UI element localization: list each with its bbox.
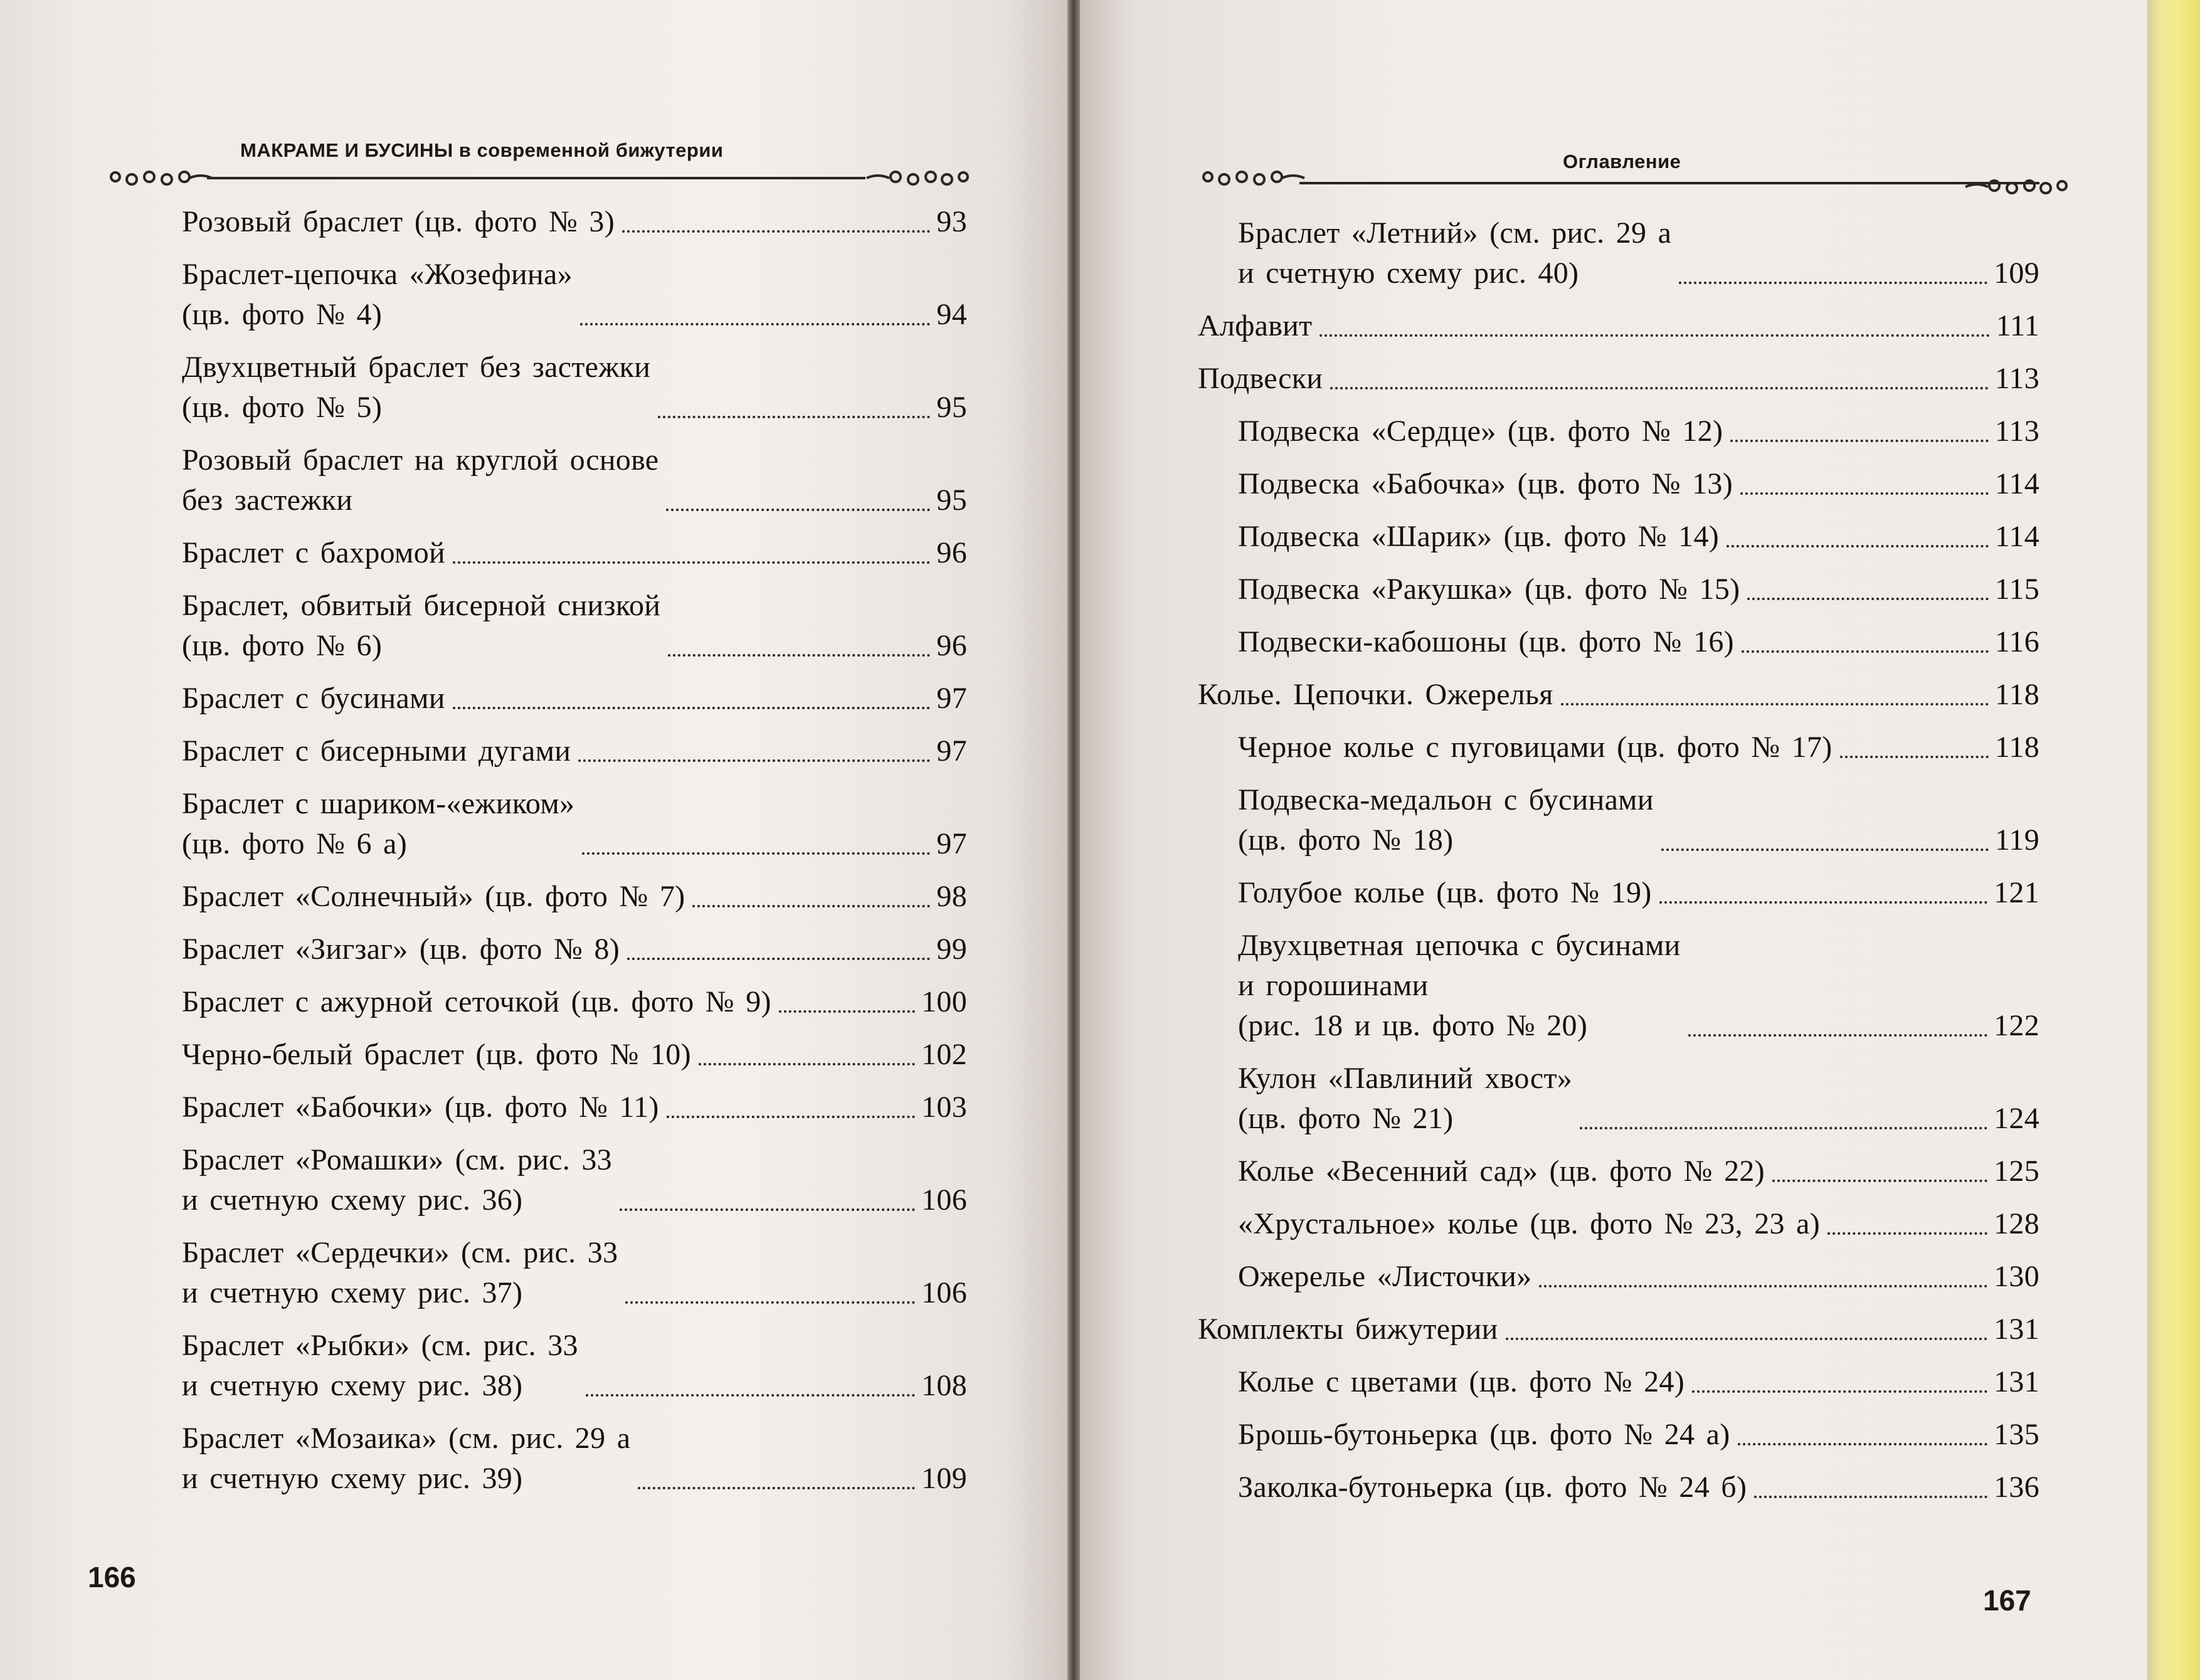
toc-entry — [182, 1418, 967, 1499]
toc-entry — [1198, 1309, 2039, 1350]
toc-entry-page: 97 — [936, 734, 967, 768]
dot-leader — [582, 852, 930, 855]
toc-entry-page: 114 — [1994, 467, 2039, 500]
toc-entry-page: 93 — [936, 205, 967, 238]
toc-entry-title: Комплекты бижутерии — [1198, 1313, 1498, 1346]
toc-entry-title: Браслет «Зигзаг» (цв. фото № 8) — [182, 932, 620, 966]
toc-entry-title: Подвеска «Сердце» (цв. фото № 12) — [1238, 415, 1723, 448]
scroll-ornament-icon — [1964, 173, 2071, 198]
dot-leader — [1738, 1443, 1988, 1445]
dot-leader — [1772, 1180, 1987, 1182]
header-rule — [1299, 182, 2039, 184]
dot-leader — [1730, 440, 1989, 442]
dot-leader — [1661, 848, 1989, 851]
running-head: Оглавление — [1563, 151, 1681, 172]
toc-entry-page: 96 — [936, 629, 967, 662]
toc-entry-page: 114 — [1994, 520, 2039, 553]
dot-leader — [1330, 387, 1989, 389]
dot-leader — [1747, 598, 1988, 600]
toc-entry-page: 100 — [921, 985, 967, 1018]
toc-entry — [182, 1035, 967, 1075]
toc-entry — [182, 877, 967, 917]
dot-leader — [779, 1010, 915, 1013]
dot-leader — [625, 1301, 915, 1304]
toc-entry — [182, 731, 967, 771]
dot-leader — [1580, 1127, 1987, 1129]
toc-entry-page: 96 — [936, 536, 967, 569]
toc-entry-title: Подвеска «Шарик» (цв. фото № 14) — [1238, 520, 1720, 553]
toc-entry-title: Браслет «Сердечки» (см. рис. 33 и счетную схему рис. 37) — [182, 1236, 618, 1309]
toc-entry-title: Браслет «Мозаика» (см. рис. 29 а и счетную схему рис. 39) — [182, 1422, 631, 1495]
toc-entry-page: 118 — [1994, 731, 2039, 764]
toc-entry-title: Двухцветная цепочка с бусинами и горошинами (рис. 18 и цв. фото № 20) — [1238, 929, 1681, 1042]
toc-entry-title: Браслет с ажурной сеточкой (цв. фото № 9) — [182, 985, 771, 1018]
toc-entry-title: Браслет «Ромашки» (см. рис. 33 и счетную схему рис. 36) — [182, 1143, 612, 1217]
dot-leader — [699, 1063, 915, 1065]
toc-entry — [1238, 1059, 2039, 1139]
page-block-edge — [2147, 0, 2200, 1680]
dot-leader — [1539, 1285, 1987, 1287]
toc-entry-page: 125 — [1994, 1154, 2039, 1188]
toc-entry — [1198, 306, 2039, 346]
toc-entry-page: 98 — [936, 880, 967, 913]
toc-entry-page: 94 — [936, 298, 967, 331]
dot-leader — [1659, 901, 1988, 904]
toc-entry — [182, 982, 967, 1022]
toc-entry — [182, 347, 967, 428]
book-gutter — [1067, 0, 1080, 1680]
toc-entry-page: 95 — [936, 391, 967, 424]
toc-entry-page: 122 — [1994, 1009, 2039, 1042]
toc-entry-page: 106 — [921, 1183, 967, 1217]
dot-leader — [1692, 1390, 1987, 1393]
toc-entry-title: Ожерелье «Листочки» — [1238, 1260, 1532, 1293]
toc-entry-title: Заколка-бутоньерка (цв. фото № 24 б) — [1238, 1471, 1747, 1504]
toc-entry-title: Голубое колье (цв. фото № 19) — [1238, 876, 1652, 909]
toc-entry — [1198, 675, 2039, 715]
dot-leader — [1840, 756, 1989, 758]
dot-leader — [1561, 703, 1989, 705]
toc-entry-page: 113 — [1994, 415, 2039, 448]
toc-entry — [1238, 727, 2039, 768]
toc-entry-title: Подвески — [1198, 362, 1323, 395]
dot-leader — [1727, 545, 1989, 547]
toc-entry — [1238, 464, 2039, 504]
toc-entry-page: 95 — [936, 483, 967, 517]
scroll-ornament-icon — [107, 164, 213, 189]
toc-entry-page: 106 — [921, 1276, 967, 1309]
toc-entry — [182, 533, 967, 573]
dot-leader — [1506, 1338, 1988, 1340]
toc-entry-page: 118 — [1994, 678, 2039, 711]
toc-entry — [182, 1140, 967, 1220]
dot-leader — [667, 1116, 915, 1118]
toc-entry — [1238, 411, 2039, 452]
page-number: 167 — [1983, 1584, 2031, 1617]
toc-entry-title: Браслет-цепочка «Жозефина» (цв. фото № 4) — [182, 258, 573, 331]
toc-entry — [1238, 1204, 2039, 1244]
toc-entry-title: Браслет с шариком-«ежиком» (цв. фото № 6 а) — [182, 787, 575, 860]
toc-entry — [1238, 569, 2039, 610]
toc-entry-title: Розовый браслет (цв. фото № 3) — [182, 205, 615, 238]
right-page — [1080, 0, 2147, 1680]
toc-entry-title: Подвеска-медальон с бусинами (цв. фото № 18) — [1238, 783, 1654, 857]
toc-entry — [182, 586, 967, 666]
toc-entry-title: Подвеска «Ракушка» (цв. фото № 15) — [1238, 573, 1740, 606]
toc-entry — [1238, 1467, 2039, 1508]
toc-entry — [1238, 517, 2039, 557]
toc-entry-title: Алфавит — [1198, 309, 1313, 342]
toc-entry-title: Браслет с бисерными дугами — [182, 734, 571, 768]
toc-entry-title: Браслет «Солнечный» (цв. фото № 7) — [182, 880, 685, 913]
toc-entry-page: 111 — [1996, 309, 2039, 342]
left-page — [0, 0, 1067, 1680]
toc-entry — [1238, 873, 2039, 913]
toc-entry-page: 136 — [1994, 1471, 2039, 1504]
dot-leader — [627, 958, 930, 960]
scroll-ornament-icon — [1199, 164, 1306, 189]
dot-leader — [453, 561, 930, 564]
toc-entry-page: 131 — [1994, 1313, 2039, 1346]
toc-entry-title: Браслет с бусинами — [182, 682, 445, 715]
dot-leader — [586, 1394, 915, 1397]
dot-leader — [1679, 282, 1987, 284]
dot-leader — [1827, 1232, 1987, 1235]
toc-entry-title: Колье с цветами (цв. фото № 24) — [1238, 1365, 1684, 1398]
toc-entry-title: Браслет «Рыбки» (см. рис. 33 и счетную схему рис. 38) — [182, 1329, 578, 1402]
toc-entry-title: «Хрустальное» колье (цв. фото № 23, 23 а) — [1238, 1207, 1820, 1240]
toc-entry — [1238, 780, 2039, 860]
toc-entry-page: 130 — [1994, 1260, 2039, 1293]
toc-entry-page: 97 — [936, 827, 967, 860]
toc-entry — [1238, 1415, 2039, 1455]
toc-entry-page: 109 — [921, 1462, 967, 1495]
dot-leader — [1754, 1496, 1987, 1498]
toc-entry-title: Колье «Весенний сад» (цв. фото № 22) — [1238, 1154, 1765, 1188]
toc-entry — [1238, 1257, 2039, 1297]
dot-leader — [658, 416, 930, 418]
toc-entry-title: Брошь-бутоньерка (цв. фото № 24 а) — [1238, 1418, 1730, 1451]
toc-entry-title: Розовый браслет на круглой основе без застежки — [182, 443, 659, 517]
toc-entry — [182, 784, 967, 864]
toc-entry-title: Браслет «Бабочки» (цв. фото № 11) — [182, 1091, 659, 1124]
toc-entry-page: 109 — [1994, 256, 2039, 290]
toc-entry-page: 99 — [936, 932, 967, 966]
toc-entry-title: Колье. Цепочки. Ожерелья — [1198, 678, 1553, 711]
dot-leader — [622, 230, 930, 233]
toc-entry-title: Черное колье с пуговицами (цв. фото № 17) — [1238, 731, 1832, 764]
toc-entry-title: Подвеска «Бабочка» (цв. фото № 13) — [1238, 467, 1733, 500]
dot-leader — [578, 759, 930, 762]
toc-entry-page: 108 — [921, 1369, 967, 1402]
toc-entry — [1238, 1362, 2039, 1402]
dot-leader — [638, 1487, 915, 1489]
toc-entry-page: 97 — [936, 682, 967, 715]
toc-entry-title: Кулон «Павлиний хвост» (цв. фото № 21) — [1238, 1062, 1573, 1135]
toc-entry-title: Подвески-кабошоны (цв. фото № 16) — [1238, 625, 1734, 658]
toc-entry-page: 128 — [1994, 1207, 2039, 1240]
dot-leader — [580, 323, 931, 325]
toc-entry — [1198, 359, 2039, 399]
toc-entry-page: 102 — [921, 1038, 967, 1071]
toc-list — [1080, 213, 2039, 1520]
dot-leader — [1319, 334, 1989, 337]
dot-leader — [692, 905, 930, 907]
header-rule — [207, 177, 865, 179]
toc-entry-page: 119 — [1994, 823, 2039, 857]
toc-list — [182, 202, 967, 1511]
toc-entry — [182, 679, 967, 719]
scroll-ornament-icon — [865, 164, 972, 189]
toc-entry-title: Черно-белый браслет (цв. фото № 10) — [182, 1038, 691, 1071]
dot-leader — [666, 509, 930, 511]
toc-entry-page: 116 — [1994, 625, 2039, 658]
dot-leader — [453, 707, 931, 709]
toc-entry-page: 135 — [1994, 1418, 2039, 1451]
toc-entry-page: 115 — [1994, 573, 2039, 606]
dot-leader — [668, 654, 930, 657]
toc-entry — [1238, 926, 2039, 1046]
toc-entry — [1238, 622, 2039, 662]
toc-entry — [1238, 1151, 2039, 1191]
toc-entry — [182, 929, 967, 969]
toc-entry-page: 103 — [921, 1091, 967, 1124]
toc-entry-title: Браслет, обвитый бисерной снизкой (цв. фото № 6) — [182, 589, 661, 662]
dot-leader — [1740, 492, 1989, 495]
dot-leader — [1742, 650, 1989, 653]
toc-entry-title: Двухцветный браслет без застежки (цв. фото № 5) — [182, 351, 651, 424]
dot-leader — [1688, 1034, 1987, 1037]
toc-entry — [182, 202, 967, 242]
toc-entry-page: 131 — [1994, 1365, 2039, 1398]
toc-entry — [182, 1233, 967, 1313]
toc-entry-title: Браслет «Летний» (см. рис. 29 а и счетную схему рис. 40) — [1238, 216, 1672, 290]
toc-entry — [182, 1087, 967, 1128]
toc-entry — [1238, 213, 2039, 293]
toc-entry-page: 121 — [1994, 876, 2039, 909]
toc-entry-page: 113 — [1994, 362, 2039, 395]
dot-leader — [620, 1208, 915, 1211]
toc-entry-title: Браслет с бахромой — [182, 536, 445, 569]
toc-entry-page: 124 — [1994, 1102, 2039, 1135]
running-head: МАКРАМЕ И БУСИНЫ в современной бижутерии — [240, 139, 724, 161]
toc-entry — [182, 1326, 967, 1406]
page-number: 166 — [88, 1561, 136, 1593]
toc-entry — [182, 255, 967, 335]
toc-entry — [182, 440, 967, 520]
